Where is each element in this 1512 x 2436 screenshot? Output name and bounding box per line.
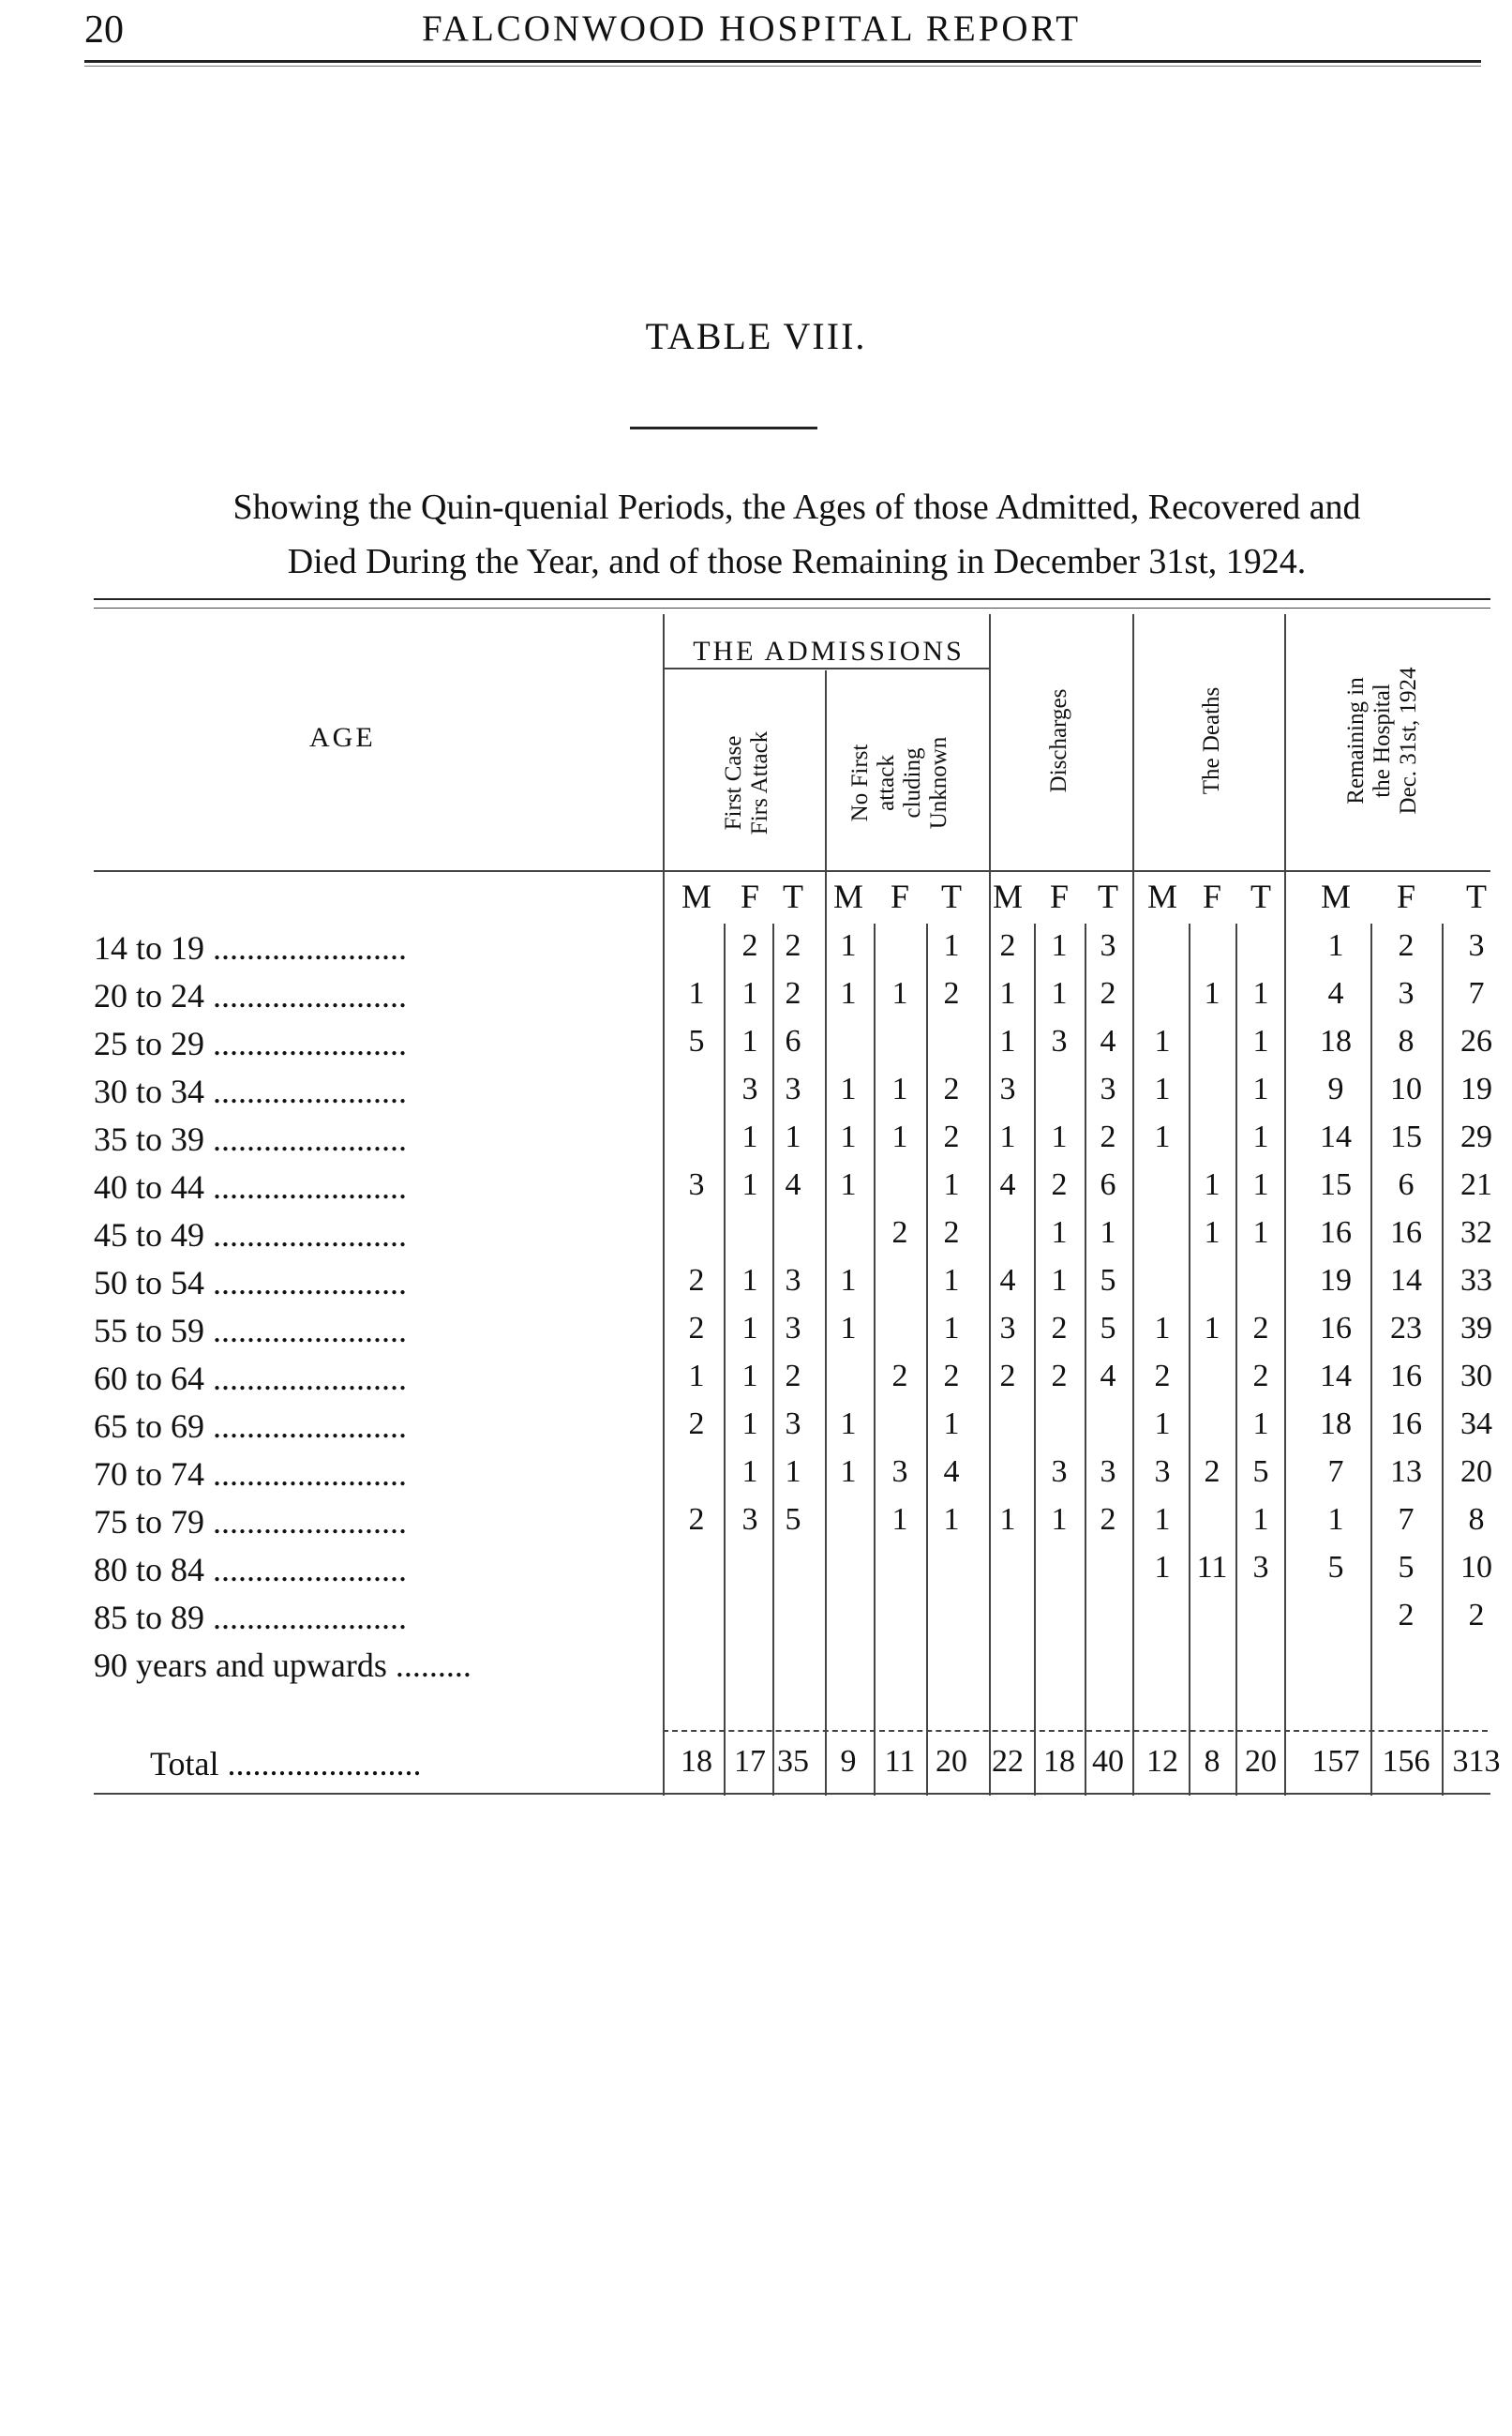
- table-cell: 14: [1390, 1263, 1422, 1298]
- first-case-header: [721, 731, 773, 835]
- table-cell: 1: [840, 1120, 857, 1154]
- table-cell: 2: [1398, 1598, 1415, 1632]
- table-cell: 10: [1390, 1072, 1422, 1106]
- no-first-line-2: attack: [874, 755, 899, 811]
- total-cell: 18: [681, 1744, 712, 1779]
- sub-header-3: M: [832, 878, 863, 915]
- table-cell: 1: [1100, 1215, 1116, 1250]
- table-cell: 1: [840, 1167, 857, 1202]
- table-cell: 2: [1252, 1359, 1269, 1393]
- table-cell: 2: [1051, 1311, 1068, 1346]
- table-cell: 2: [1468, 1598, 1485, 1632]
- table-cell: 2: [999, 1359, 1016, 1393]
- age-range-label: 55 to 59 .......................: [94, 1312, 408, 1349]
- table-cell: 5: [1100, 1263, 1116, 1298]
- sub-header-11: T: [1250, 878, 1271, 915]
- age-range-label: 40 to 44 .......................: [94, 1168, 408, 1206]
- sub-header-8: T: [1098, 878, 1118, 915]
- table-cell: 1: [840, 1263, 857, 1298]
- sub-header-12: M: [1320, 878, 1351, 915]
- remaining-line-1: Remaining in: [1343, 677, 1369, 804]
- table-cell: 16: [1320, 1311, 1352, 1346]
- table-cell: 1: [999, 1502, 1016, 1537]
- running-head: [84, 8, 1490, 60]
- table-cell: 2: [999, 928, 1016, 963]
- no-first-line-1: No First: [847, 744, 873, 822]
- table-cell: 3: [891, 1454, 908, 1489]
- table-cell: 1: [1154, 1502, 1171, 1537]
- table-cell: 1: [741, 1167, 758, 1202]
- table-cell: 14: [1320, 1120, 1352, 1154]
- age-range-label: 90 years and upwards .........: [94, 1647, 472, 1684]
- total-cell: 20: [1245, 1744, 1277, 1779]
- table-cell: 1: [741, 1120, 758, 1154]
- total-dashed-rule: [663, 1730, 1488, 1732]
- table-cell: 1: [1051, 1502, 1068, 1537]
- table-cell: 2: [1051, 1167, 1068, 1202]
- total-cell: 18: [1043, 1744, 1075, 1779]
- table-cell: 1: [741, 1311, 758, 1346]
- table-cell: 1: [943, 1311, 960, 1346]
- age-range-label: 60 to 64 .......................: [94, 1360, 408, 1397]
- age-range-label: 50 to 54 .......................: [94, 1264, 408, 1301]
- table-cell: 16: [1320, 1215, 1352, 1250]
- table-cell: 2: [1100, 976, 1116, 1011]
- table-cell: 1: [688, 1359, 705, 1393]
- table-cell: 6: [1100, 1167, 1116, 1202]
- sub-header-7: F: [1049, 878, 1070, 915]
- table-cell: 2: [1204, 1454, 1220, 1489]
- table-cell: 21: [1460, 1167, 1492, 1202]
- table-cell: 3: [785, 1263, 801, 1298]
- running-title: FALCONWOOD HOSPITAL REPORT: [422, 8, 1082, 49]
- table-cell: 1: [943, 928, 960, 963]
- table-cell: 1: [840, 928, 857, 963]
- table-cell: 39: [1460, 1311, 1492, 1346]
- table-cell: 1: [840, 976, 857, 1011]
- table-cell: 23: [1390, 1311, 1422, 1346]
- total-cell: 35: [777, 1744, 809, 1779]
- table-cell: 1: [1252, 1167, 1269, 1202]
- table-cell: 1: [1051, 928, 1068, 963]
- table-cell: 3: [1051, 1024, 1068, 1059]
- table-cell: 2: [943, 976, 960, 1011]
- sub-header-2: T: [783, 878, 803, 915]
- table-cell: 4: [785, 1167, 801, 1202]
- age-range-label: 70 to 74 .......................: [94, 1455, 408, 1493]
- table-cell: 1: [1204, 1311, 1220, 1346]
- table-cell: 1: [1327, 1502, 1344, 1537]
- table-cell: 3: [785, 1311, 801, 1346]
- sub-header-9: M: [1146, 878, 1177, 915]
- table-cell: 1: [1252, 1502, 1269, 1537]
- table-cell: 3: [1100, 1072, 1116, 1106]
- table-cell: 1: [1252, 1072, 1269, 1106]
- table-cell: 1: [1154, 1024, 1171, 1059]
- sub-header-5: T: [941, 878, 962, 915]
- table-cell: 1: [688, 976, 705, 1011]
- age-range-label: 65 to 69 .......................: [94, 1407, 408, 1445]
- table-cell: 2: [741, 928, 758, 963]
- remaining-header: [1343, 668, 1422, 815]
- total-cell: 156: [1382, 1744, 1430, 1779]
- deaths-label: The Deaths: [1199, 686, 1224, 795]
- deaths-header: [1199, 687, 1225, 795]
- table-cell: 1: [891, 1120, 908, 1154]
- sub-header-4: F: [890, 878, 910, 915]
- column-divider-9: [1442, 924, 1444, 1796]
- sub-header-6: M: [992, 878, 1023, 915]
- table-cell: 1: [1051, 1120, 1068, 1154]
- table-cell: 18: [1320, 1406, 1352, 1441]
- table-cell: 11: [1196, 1550, 1228, 1585]
- table-cell: 15: [1320, 1167, 1352, 1202]
- table-cell: 1: [1154, 1120, 1171, 1154]
- table-cell: 1: [1154, 1072, 1171, 1106]
- table-cell: 15: [1390, 1120, 1422, 1154]
- table-cell: 19: [1460, 1072, 1492, 1106]
- admissions-sub-divider: [825, 670, 827, 1796]
- table-cell: 1: [891, 1502, 908, 1537]
- no-first-attack-header: [847, 737, 952, 830]
- table-cell: 1: [999, 976, 1016, 1011]
- table-cell: 1: [1051, 1263, 1068, 1298]
- table-cell: 16: [1390, 1406, 1422, 1441]
- age-range-label: 35 to 39 .......................: [94, 1120, 408, 1158]
- table-cell: 2: [688, 1406, 705, 1441]
- total-cell: 157: [1311, 1744, 1360, 1779]
- table-cell: 3: [688, 1167, 705, 1202]
- admissions-underline: [663, 668, 989, 669]
- table-cell: 5: [1327, 1550, 1344, 1585]
- table-cell: 1: [741, 1359, 758, 1393]
- table-cell: 5: [1100, 1311, 1116, 1346]
- table-top-rule-thin: [94, 608, 1490, 609]
- table-cell: 3: [741, 1072, 758, 1106]
- table-cell: 2: [785, 976, 801, 1011]
- total-cell: 12: [1146, 1744, 1178, 1779]
- table-cell: 4: [1327, 976, 1344, 1011]
- total-cell: 313: [1452, 1744, 1501, 1779]
- table-cell: 5: [1252, 1454, 1269, 1489]
- table-cell: 34: [1460, 1406, 1492, 1441]
- table-cell: 3: [1051, 1454, 1068, 1489]
- table-cell: 1: [840, 1406, 857, 1441]
- table-cell: 1: [891, 976, 908, 1011]
- table-cell: 1: [840, 1311, 857, 1346]
- table-cell: 2: [943, 1072, 960, 1106]
- age-range-label: 80 to 84 .......................: [94, 1551, 408, 1588]
- table-cell: 4: [999, 1167, 1016, 1202]
- total-cell: 40: [1092, 1744, 1124, 1779]
- table-cell: 2: [1252, 1311, 1269, 1346]
- table-cell: 8: [1398, 1024, 1415, 1059]
- table-top-rule: [94, 598, 1490, 600]
- total-cell: 17: [734, 1744, 766, 1779]
- first-case-line-1: First Case: [721, 735, 746, 831]
- table-cell: 4: [943, 1454, 960, 1489]
- table-cell: 3: [999, 1072, 1016, 1106]
- no-first-line-4: Unknown: [926, 736, 951, 830]
- header-bottom-rule: [94, 870, 1490, 872]
- table-cell: 1: [1204, 1167, 1220, 1202]
- age-range-label: 20 to 24 .......................: [94, 977, 408, 1015]
- table-cell: 2: [891, 1359, 908, 1393]
- table-cell: 2: [688, 1263, 705, 1298]
- total-cell: 8: [1204, 1744, 1220, 1779]
- table-cell: 33: [1460, 1263, 1492, 1298]
- table-cell: 6: [785, 1024, 801, 1059]
- table-cell: 2: [1100, 1502, 1116, 1537]
- table-cell: 1: [1252, 976, 1269, 1011]
- total-cell: 9: [840, 1744, 857, 1779]
- table-cell: 32: [1460, 1215, 1492, 1250]
- table-cell: 3: [999, 1311, 1016, 1346]
- total-label: Total .......................: [150, 1745, 422, 1782]
- sub-header-1: F: [740, 878, 760, 915]
- table-cell: 3: [1100, 928, 1116, 963]
- table-cell: 29: [1460, 1120, 1492, 1154]
- remaining-line-3: Dec. 31st, 1924: [1396, 667, 1421, 815]
- group-divider-0: [663, 614, 665, 1796]
- table-cell: 3: [1252, 1550, 1269, 1585]
- discharges-label: Discharges: [1046, 688, 1071, 793]
- table-cell: 3: [1100, 1454, 1116, 1489]
- table-cell: 5: [688, 1024, 705, 1059]
- table-cell: 1: [1252, 1215, 1269, 1250]
- table-cell: 2: [943, 1359, 960, 1393]
- table-cell: 1: [785, 1454, 801, 1489]
- table-cell: 1: [999, 1120, 1016, 1154]
- table-cell: 1: [1252, 1120, 1269, 1154]
- table-cell: 18: [1320, 1024, 1352, 1059]
- table-cell: 7: [1398, 1502, 1415, 1537]
- table-cell: 1: [1327, 928, 1344, 963]
- sub-header-13: F: [1396, 878, 1416, 915]
- table-cell: 2: [1154, 1359, 1171, 1393]
- table-cell: 3: [741, 1502, 758, 1537]
- title-rule: [630, 427, 817, 429]
- table-bottom-rule: [94, 1793, 1490, 1795]
- no-first-line-3: cluding: [900, 747, 925, 819]
- table-cell: 1: [999, 1024, 1016, 1059]
- table-cell: 3: [785, 1072, 801, 1106]
- group-divider-3: [1284, 614, 1286, 1796]
- remaining-line-2: the Hospital: [1370, 684, 1395, 798]
- table-cell: 1: [1154, 1311, 1171, 1346]
- sub-header-14: T: [1466, 878, 1487, 915]
- table-cell: 3: [1154, 1454, 1171, 1489]
- table-cell: 14: [1320, 1359, 1352, 1393]
- table-cell: 5: [1398, 1550, 1415, 1585]
- table-cell: 7: [1327, 1454, 1344, 1489]
- table-cell: 2: [785, 928, 801, 963]
- table-cell: 1: [1154, 1406, 1171, 1441]
- table-cell: 16: [1390, 1359, 1422, 1393]
- column-divider-8: [1370, 924, 1372, 1796]
- caption-line-2: Died During the Year, and of those Remaining in December 31st, 1924.: [287, 542, 1307, 581]
- table-cell: 30: [1460, 1359, 1492, 1393]
- table-cell: 7: [1468, 976, 1485, 1011]
- table-cell: 1: [1204, 976, 1220, 1011]
- total-cell: 20: [936, 1744, 967, 1779]
- table-cell: 1: [943, 1406, 960, 1441]
- first-case-line-2: Firs Attack: [747, 730, 772, 835]
- age-header: AGE: [309, 722, 376, 753]
- table-cell: 26: [1460, 1024, 1492, 1059]
- table-cell: 1: [891, 1072, 908, 1106]
- sub-header-10: F: [1202, 878, 1222, 915]
- table-cell: 2: [891, 1215, 908, 1250]
- table-cell: 5: [785, 1502, 801, 1537]
- table-cell: 1: [1154, 1550, 1171, 1585]
- table-cell: 16: [1390, 1215, 1422, 1250]
- table-cell: 1: [1051, 976, 1068, 1011]
- age-range-label: 25 to 29 .......................: [94, 1025, 408, 1062]
- table-cell: 2: [1051, 1359, 1068, 1393]
- admissions-header: THE ADMISSIONS: [693, 636, 965, 667]
- age-range-label: 75 to 79 .......................: [94, 1503, 408, 1541]
- caption-line-1: Showing the Quin-quenial Periods, the Ages of those Admitted, Recovered and: [232, 488, 1361, 527]
- age-range-label: 45 to 49 .......................: [94, 1216, 408, 1254]
- total-cell: 11: [884, 1744, 916, 1779]
- table-cell: 1: [1051, 1215, 1068, 1250]
- table-cell: 1: [741, 1024, 758, 1059]
- table-cell: 1: [741, 1454, 758, 1489]
- table-cell: 20: [1460, 1454, 1492, 1489]
- table-title: TABLE VIII.: [645, 315, 867, 357]
- table-cell: 1: [1204, 1215, 1220, 1250]
- table-cell: 2: [688, 1311, 705, 1346]
- table-cell: 2: [785, 1359, 801, 1393]
- table-cell: 1: [943, 1263, 960, 1298]
- table-cell: 6: [1398, 1167, 1415, 1202]
- table-caption: [94, 480, 1500, 589]
- discharges-header: [1046, 689, 1072, 793]
- page-number: 20: [84, 8, 124, 52]
- table-cell: 2: [943, 1215, 960, 1250]
- table-cell: 10: [1460, 1550, 1492, 1585]
- age-range-label: 85 to 89 .......................: [94, 1599, 408, 1636]
- group-divider-2: [1132, 614, 1134, 1796]
- table-cell: 2: [1100, 1120, 1116, 1154]
- age-range-label: 30 to 34 .......................: [94, 1073, 408, 1110]
- table-cell: 4: [1100, 1024, 1116, 1059]
- table-cell: 1: [1252, 1406, 1269, 1441]
- table-cell: 2: [1398, 928, 1415, 963]
- group-divider-1: [989, 614, 991, 1796]
- table-cell: 1: [741, 1406, 758, 1441]
- sub-header-0: M: [681, 878, 711, 915]
- table-cell: 4: [1100, 1359, 1116, 1393]
- table-cell: 1: [741, 976, 758, 1011]
- table-cell: 1: [1252, 1024, 1269, 1059]
- header-rule: [84, 60, 1481, 63]
- total-cell: 22: [992, 1744, 1024, 1779]
- table-cell: 2: [688, 1502, 705, 1537]
- age-range-label: 14 to 19 .......................: [94, 929, 408, 967]
- table-cell: 3: [1398, 976, 1415, 1011]
- table-cell: 1: [943, 1502, 960, 1537]
- table-cell: 13: [1390, 1454, 1422, 1489]
- table-cell: 9: [1327, 1072, 1344, 1106]
- table-cell: 1: [840, 1072, 857, 1106]
- table-cell: 4: [999, 1263, 1016, 1298]
- table-cell: 1: [943, 1167, 960, 1202]
- header-rule-thin: [84, 66, 1481, 67]
- table-cell: 1: [785, 1120, 801, 1154]
- table-cell: 1: [840, 1454, 857, 1489]
- table-cell: 19: [1320, 1263, 1352, 1298]
- table-cell: 1: [741, 1263, 758, 1298]
- table-cell: 3: [1468, 928, 1485, 963]
- table-cell: 8: [1468, 1502, 1485, 1537]
- table-cell: 3: [785, 1406, 801, 1441]
- table-cell: 2: [943, 1120, 960, 1154]
